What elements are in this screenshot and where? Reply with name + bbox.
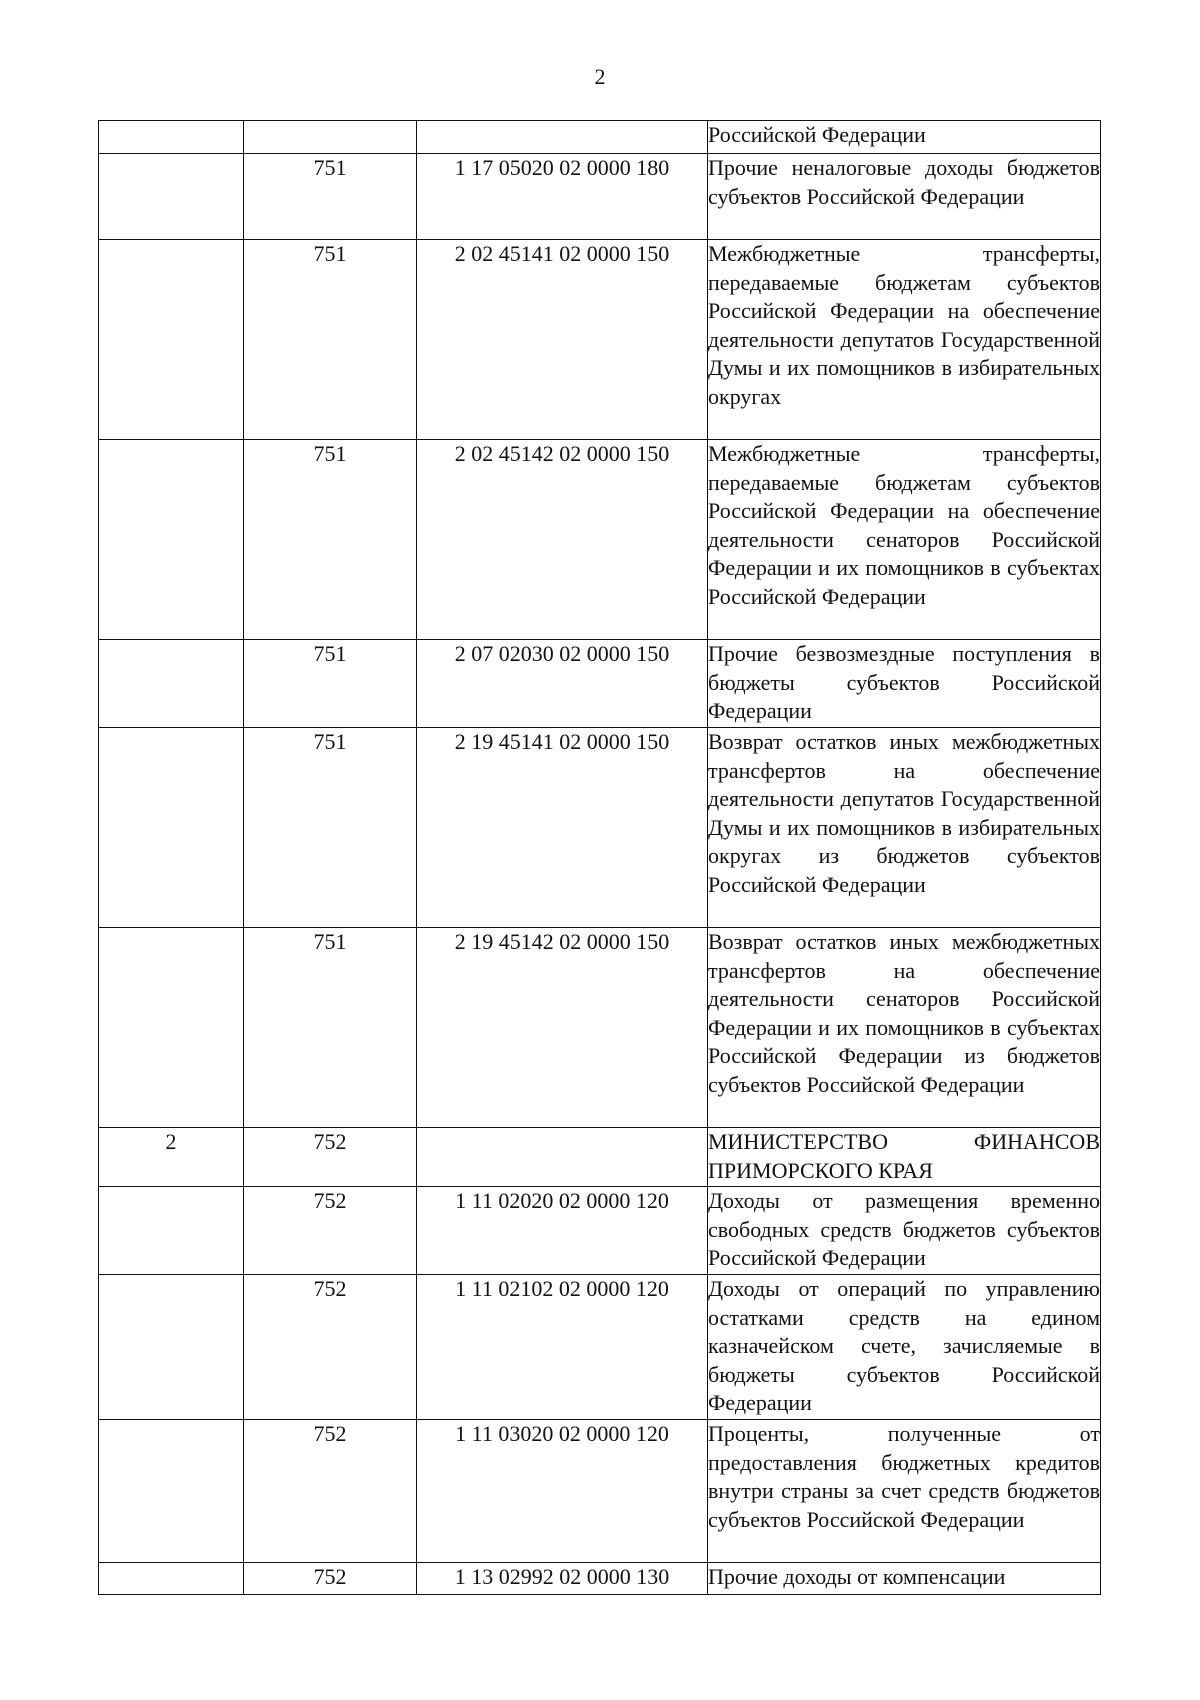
budget-classification-code-cell: 1 13 02992 02 0000 130 [417, 1563, 708, 1595]
administrator-code-cell: 751 [244, 928, 417, 1128]
table-row [99, 928, 1101, 1128]
revenue-name-cell [708, 1420, 1101, 1563]
revenue-name-text: Российской Федерации [708, 122, 926, 147]
revenue-name-cell [708, 1128, 1101, 1187]
row-number-cell [99, 1420, 244, 1563]
revenue-name-cell [708, 440, 1101, 640]
revenue-name-cell [708, 728, 1101, 928]
table-row [99, 1563, 1101, 1595]
budget-classification-code-cell: 2 19 45142 02 0000 150 [417, 928, 708, 1128]
row-number-cell: 2 [99, 1128, 244, 1187]
budget-classification-code-cell: 2 02 45141 02 0000 150 [417, 240, 708, 440]
revenue-name-text: Прочие безвозмездные поступления в бюджеты субъектов Российской Федерации [708, 641, 1100, 723]
administrator-code-cell: 751 [244, 240, 417, 440]
revenue-name-cell [708, 1563, 1101, 1595]
revenue-name-text: Возврат остатков иных межбюджетных трансфертов на обеспечение деятельности депутатов Государственной Думы и их помощников в избирательных округах из бюджетов субъектов Российской Федерации [708, 729, 1100, 897]
budget-classification-code-cell: 2 19 45141 02 0000 150 [417, 728, 708, 928]
revenue-name-cell [708, 154, 1101, 240]
revenue-name-text: Межбюджетные трансферты, передаваемые бюджетам субъектов Российской Федерации на обеспечение деятельности депутатов Государственной Думы и их помощников в избирательных округах [708, 241, 1100, 409]
table-row [99, 121, 1101, 154]
budget-classification-code-cell: 2 02 45142 02 0000 150 [417, 440, 708, 640]
revenue-name-text: Межбюджетные трансферты, передаваемые бюджетам субъектов Российской Федерации на обеспечение деятельности сенаторов Российской Федерации и их помощников в субъектах Российской Федерации [708, 441, 1100, 609]
revenue-name-cell [708, 1275, 1101, 1420]
budget-classification-code-cell [417, 1128, 708, 1187]
revenue-name-text: МИНИСТЕРСТВО ФИНАНСОВ ПРИМОРСКОГО КРАЯ [708, 1129, 1100, 1183]
row-number-cell [99, 440, 244, 640]
revenue-name-text: Возврат остатков иных межбюджетных трансфертов на обеспечение деятельности сенаторов Российской Федерации и их помощников в субъектах Российской Федерации из бюджетов субъектов Российской Федерации [708, 929, 1100, 1097]
revenue-name-text: Доходы от операций по управлению остатками средств на едином казначейском счете, зачисляемые в бюджеты субъектов Российской Федерации [708, 1276, 1100, 1415]
table-row [99, 728, 1101, 928]
administrator-code-cell: 752 [244, 1128, 417, 1187]
administrator-code-cell: 751 [244, 440, 417, 640]
table-row [99, 154, 1101, 240]
table-row [99, 1128, 1101, 1187]
revenue-name-cell [708, 121, 1101, 154]
administrator-code-cell: 751 [244, 728, 417, 928]
table-row [99, 1275, 1101, 1420]
row-number-cell [99, 1275, 244, 1420]
administrator-code-cell: 751 [244, 640, 417, 728]
row-number-cell [99, 121, 244, 154]
budget-classification-code-cell: 2 07 02030 02 0000 150 [417, 640, 708, 728]
administrator-code-cell: 752 [244, 1563, 417, 1595]
budget-classification-code-cell: 1 11 03020 02 0000 120 [417, 1420, 708, 1563]
row-number-cell [99, 154, 244, 240]
revenue-name-text: Прочие доходы от компенсации [708, 1564, 1006, 1589]
administrator-code-cell [244, 121, 417, 154]
row-number-cell [99, 728, 244, 928]
administrator-code-cell: 752 [244, 1420, 417, 1563]
revenue-name-cell [708, 1187, 1101, 1275]
row-number-cell [99, 1563, 244, 1595]
revenue-code-table [98, 120, 1101, 1595]
revenue-name-cell [708, 928, 1101, 1128]
row-number-cell [99, 928, 244, 1128]
budget-classification-code-cell: 1 11 02020 02 0000 120 [417, 1187, 708, 1275]
revenue-name-text: Доходы от размещения временно свободных средств бюджетов субъектов Российской Федерации [708, 1188, 1100, 1270]
row-number-cell [99, 640, 244, 728]
revenue-name-text: Прочие неналоговые доходы бюджетов субъектов Российской Федерации [708, 155, 1100, 209]
administrator-code-cell: 752 [244, 1187, 417, 1275]
administrator-code-cell: 751 [244, 154, 417, 240]
budget-classification-code-cell [417, 121, 708, 154]
table-row [99, 640, 1101, 728]
revenue-name-cell [708, 240, 1101, 440]
budget-classification-code-cell: 1 11 02102 02 0000 120 [417, 1275, 708, 1420]
budget-classification-code-cell: 1 17 05020 02 0000 180 [417, 154, 708, 240]
administrator-code-cell: 752 [244, 1275, 417, 1420]
row-number-cell [99, 240, 244, 440]
table-row [99, 240, 1101, 440]
table-row [99, 1187, 1101, 1275]
row-number-cell [99, 1187, 244, 1275]
table-row [99, 1420, 1101, 1563]
table-row [99, 440, 1101, 640]
revenue-name-text: Проценты, полученные от предоставления бюджетных кредитов внутри страны за счет средств бюджетов субъектов Российской Федерации [708, 1421, 1100, 1532]
revenue-name-cell [708, 640, 1101, 728]
page-number: 2 [594, 64, 606, 89]
